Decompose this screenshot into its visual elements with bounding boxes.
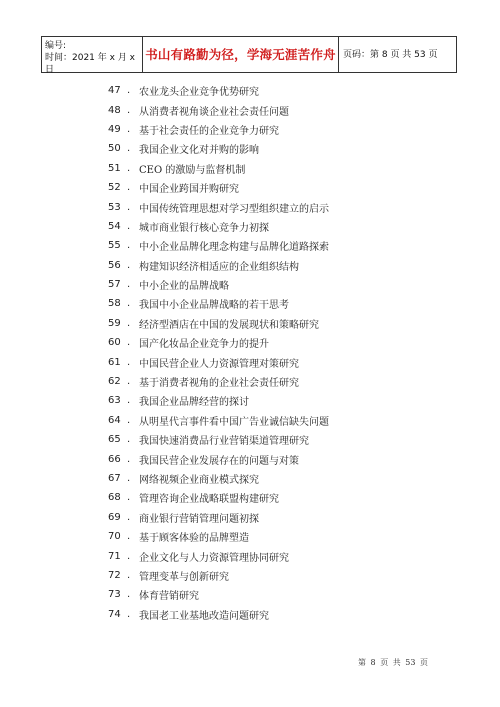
item-number: 61 [108,356,121,368]
item-number: 49 [108,123,121,135]
item-number: 56 [108,259,121,271]
item-number: 54 [108,220,121,232]
item-separator: . [127,259,131,271]
item-number: 57 [108,279,121,291]
list-item [108,449,329,468]
time-label: 时间：2021 年 x 月 x 日 [45,53,136,75]
header-motto-cell [143,37,339,72]
list-item [108,275,329,294]
item-title: 中国企业跨国并购研究 [139,184,239,196]
item-separator: . [127,589,131,601]
page-footer: 第 8 页 共 53 页 [358,658,428,667]
item-separator: . [127,376,131,388]
item-title: 体育营销研究 [139,591,199,603]
item-separator: . [127,337,131,349]
item-number: 50 [108,143,121,155]
item-separator: . [127,414,131,426]
item-title: 我国老工业基地改造问题研究 [139,610,269,622]
header-meta [42,37,143,75]
item-title: 中国传统管理思想对学习型组织建立的启示 [139,203,329,215]
list-item [108,546,329,565]
item-title: 我国中小企业品牌战略的若干思考 [139,300,289,312]
list-item [108,236,329,255]
list-item [108,197,329,216]
item-title: 国产化妆品企业竞争力的提升 [139,339,269,351]
item-separator: . [127,569,131,581]
item-number: 47 [108,85,121,97]
item-number: 67 [108,473,121,484]
item-number: 63 [108,395,121,407]
item-title: 管理变革与创新研究 [139,571,229,583]
item-separator: . [127,298,131,310]
item-title: 管理咨询企业战略联盟构建研究 [139,494,279,506]
item-number: 48 [108,104,121,116]
item-separator: . [127,531,131,543]
header-page-info [339,37,456,72]
list-item [108,100,329,119]
item-number: 71 [108,550,121,562]
list-item [108,256,329,275]
item-separator: . [127,123,131,135]
list-item [108,120,329,139]
topic-list [108,81,329,624]
item-title: 经济型酒店在中国的发展现状和策略研究 [139,319,319,331]
list-item [108,585,329,604]
item-number: 60 [108,337,121,349]
item-number: 64 [108,414,121,426]
item-title: 农业龙头企业竞争优势研究 [139,87,259,99]
item-title: 基于消费者视角的企业社会责任研究 [139,378,299,390]
list-item [108,605,329,624]
item-number: 74 [108,608,121,620]
list-item [108,527,329,546]
list-item [108,139,329,158]
item-separator: . [127,143,131,155]
item-number: 66 [108,453,121,465]
list-item [108,391,329,410]
item-separator: . [127,162,131,174]
item-separator: . [127,608,131,620]
item-title: 构建知识经济相适应的企业组织结构 [139,261,299,273]
item-separator: . [127,473,131,484]
item-separator: . [127,453,131,465]
list-item [108,333,329,352]
item-separator: . [127,104,131,116]
item-title: CEO 的激励与监督机制 [139,164,246,176]
item-separator: . [127,434,131,446]
item-separator: . [127,492,131,504]
item-title: 我国企业品牌经营的探讨 [139,397,249,409]
item-title: 我国快速消费品行业营销渠道管理研究 [139,436,309,448]
item-number: 52 [108,182,121,194]
list-item [108,488,329,507]
item-number: 69 [108,511,121,523]
item-number: 72 [108,569,121,581]
item-number: 68 [108,492,121,504]
list-item [108,178,329,197]
item-number: 51 [108,162,121,174]
item-title: 商业银行营销管理问题初探 [139,513,259,525]
item-number: 53 [108,201,121,213]
item-number: 59 [108,317,121,329]
list-item [108,81,329,100]
item-separator: . [127,220,131,232]
item-number: 65 [108,434,121,446]
list-item [108,469,329,488]
item-separator: . [127,550,131,562]
item-separator: . [127,279,131,291]
page-info-text: 页码：第 8 页 共 53 页 [343,49,438,60]
item-number: 58 [108,298,121,310]
item-separator: . [127,201,131,213]
list-item [108,411,329,430]
item-separator: . [127,356,131,368]
item-title: 中小企业的品牌战略 [139,281,229,293]
item-separator: . [127,240,131,252]
list-item [108,159,329,178]
item-separator: . [127,182,131,194]
item-title: 中小企业品牌化理念构建与品牌化道路探索 [139,242,329,254]
item-number: 62 [108,376,121,388]
item-separator: . [127,85,131,97]
item-title: 基于社会责任的企业竞争力研究 [139,125,279,137]
item-separator: . [127,317,131,329]
item-number: 70 [108,531,121,543]
item-title: 我国民营企业发展存在的问题与对策 [139,455,299,467]
motto-text: 书山有路勤为径，学海无涯苦作舟 [145,46,336,62]
list-item [108,372,329,391]
list-item [108,352,329,371]
item-number: 73 [108,589,121,601]
page-header [41,36,457,73]
list-item [108,294,329,313]
list-item [108,430,329,449]
item-title: 我国企业文化对并购的影响 [139,145,259,157]
item-title: 企业文化与人力资源管理协同研究 [139,552,289,564]
list-item [108,566,329,585]
item-title: 从消费者视角谈企业社会责任问题 [139,106,289,118]
item-title: 网络视频企业商业模式探究 [139,475,259,486]
list-item [108,217,329,236]
list-item [108,314,329,333]
item-separator: . [127,395,131,407]
item-title: 城市商业银行核心竞争力初探 [139,222,269,234]
item-number: 55 [108,240,121,252]
item-title: 基于顾客体验的品牌塑造 [139,533,249,545]
item-separator: . [127,511,131,523]
item-title: 中国民营企业人力资源管理对策研究 [139,358,299,370]
item-title: 从明星代言事件看中国广告业诚信缺失问题 [139,416,329,428]
list-item [108,508,329,527]
number-label: 编号: [45,41,67,51]
